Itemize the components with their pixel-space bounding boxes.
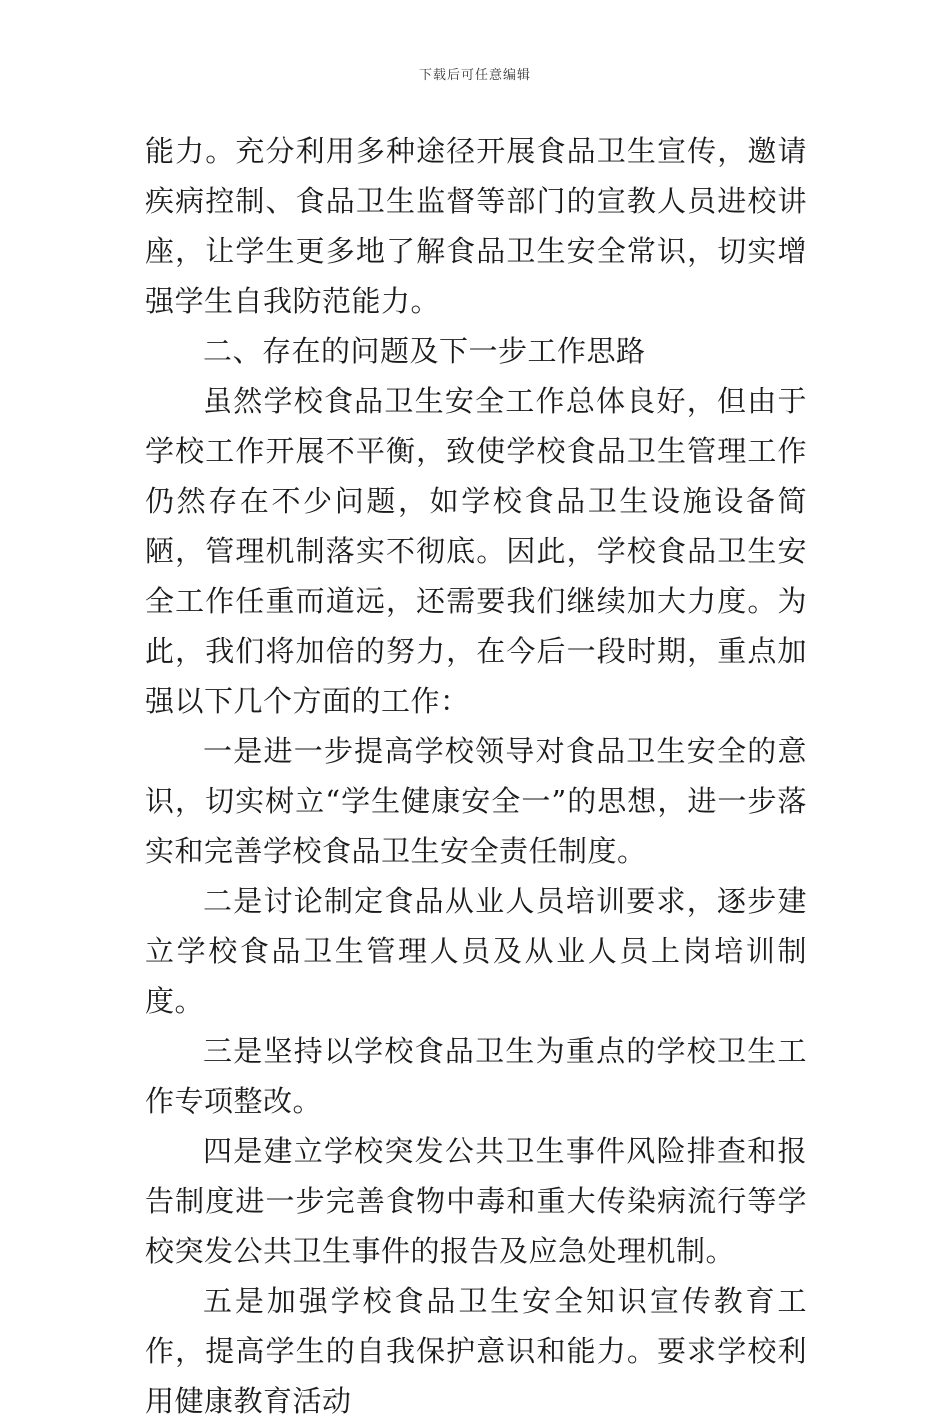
paragraph-6: 三是坚持以学校食品卫生为重点的学校卫生工作专项整改。 [145,1034,807,1118]
page-header: 下载后可任意编辑 [418,68,531,83]
paragraph-1: 能力。充分利用多种途径开展食品卫生宣传，邀请疾病控制、食品卫生监督等部门的宣教人员进校讲座，让学生更多地了解食品卫生安全常识，切实增强学生自我防范能力。 [145,134,807,318]
document-body [145,126,807,1426]
paragraph-4: 一是进一步提高学校领导对食品卫生安全的意识，切实树立“学生健康安全一”的思想，进一步落实和完善学校食品卫生安全责任制度。 [145,734,807,868]
paragraph-7: 四是建立学校突发公共卫生事件风险排查和报告制度进一步完善食物中毒和重大传染病流行等学校突发公共卫生事件的报告及应急处理机制。 [145,1134,807,1268]
paragraph-8: 五是加强学校食品卫生安全知识宣传教育工作，提高学生的自我保护意识和能力。要求学校利用健康教育活动 [145,1284,807,1418]
paragraph-3: 虽然学校食品卫生安全工作总体良好，但由于学校工作开展不平衡，致使学校食品卫生管理工作仍然存在不少问题，如学校食品卫生设施设备简陋，管理机制落实不彻底。因此，学校食品卫生安全工作任重而道远，还需要我们继续加大力度。为此，我们将加倍的努力，在今后一段时期，重点加强以下几个方面的工作： [145,384,807,718]
paragraph-5: 二是讨论制定食品从业人员培训要求，逐步建立学校食品卫生管理人员及从业人员上岗培训制度。 [145,884,807,1018]
section-heading: 二、存在的问题及下一步工作思路 [203,334,646,368]
